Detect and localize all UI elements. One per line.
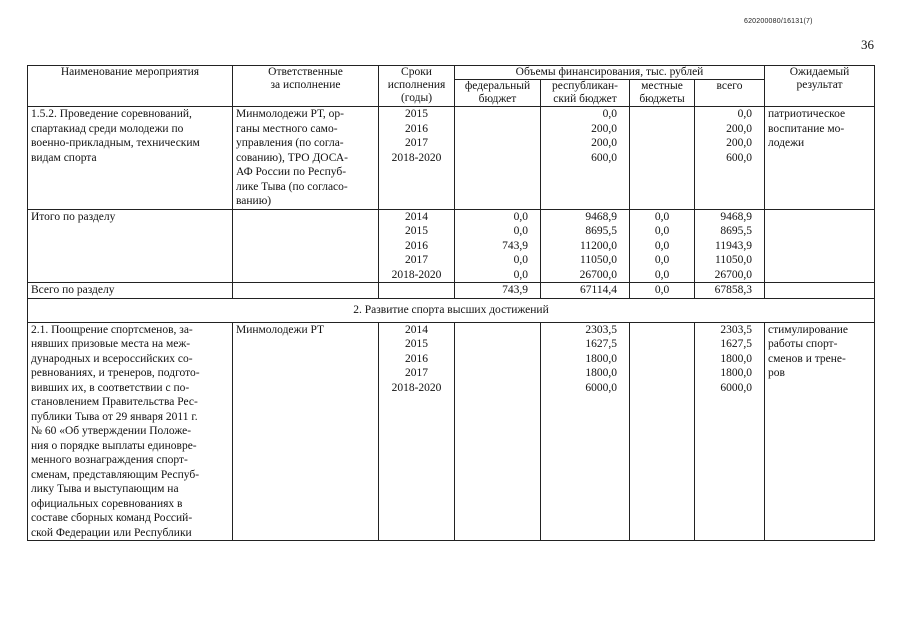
table-row-subtotal [28,209,875,283]
row-result: стимулирование работы спорт- сменов и трене- ров [765,322,875,541]
header-funding-group: Объемы финансирования, тыс. рублей [455,66,765,80]
row-local [630,322,695,541]
header-row-1 [28,66,875,80]
header-result: Ожидаемый результат [765,66,875,107]
grand-total-result [765,283,875,299]
section-2-title: 2. Развитие спорта высших достижений [28,298,875,322]
document-id: 620200080/16131(7) [744,18,813,25]
row-result: патриотическое воспитание мо- лодежи [765,107,875,210]
grand-total-local: 0,0 [630,283,695,299]
subtotal-total: 9468,9 8695,5 11943,9 11050,0 26700,0 [695,209,765,283]
header-local: местные бюджеты [630,80,695,107]
financing-table [27,65,875,541]
grand-total-republic: 67114,4 [541,283,630,299]
row-name: 1.5.2. Проведение соревнований, спартакиад среди молодежи по военно-прикладным, техническим видам спорта [28,107,233,210]
subtotal-responsible [233,209,379,283]
subtotal-local: 0,0 0,0 0,0 0,0 0,0 [630,209,695,283]
grand-total-total: 67858,3 [695,283,765,299]
table-row-grand-total [28,283,875,299]
row-local [630,107,695,210]
grand-total-federal: 743,9 [455,283,541,299]
header-responsible: Ответственные за исполнение [233,66,379,107]
row-republic: 2303,5 1627,5 1800,0 1800,0 6000,0 [541,322,630,541]
table-row-1-5-2 [28,107,875,210]
row-years: 2014 2015 2016 2017 2018-2020 [379,322,455,541]
row-republic: 0,0 200,0 200,0 600,0 [541,107,630,210]
grand-total-responsible [233,283,379,299]
row-federal [455,107,541,210]
row-total: 0,0 200,0 200,0 600,0 [695,107,765,210]
grand-total-years [379,283,455,299]
subtotal-result [765,209,875,283]
header-name: Наименование мероприятия [28,66,233,107]
header-terms: Сроки исполнения (годы) [379,66,455,107]
row-federal [455,322,541,541]
row-responsible: Минмолодежи РТ, ор- ганы местного само- управления (по согла- сованию), ТРО ДОСА- АФ России по Респуб- лике Тыва (по согласо- ванию) [233,107,379,210]
subtotal-name: Итого по разделу [28,209,233,283]
subtotal-federal: 0,0 0,0 743,9 0,0 0,0 [455,209,541,283]
table-row-2-1 [28,322,875,541]
page-number: 36 [861,37,874,52]
section-2-title-row [28,298,875,322]
row-responsible: Минмолодежи РТ [233,322,379,541]
row-years: 2015 2016 2017 2018-2020 [379,107,455,210]
header-republic: республикан- ский бюджет [541,80,630,107]
row-total: 2303,5 1627,5 1800,0 1800,0 6000,0 [695,322,765,541]
subtotal-republic: 9468,9 8695,5 11200,0 11050,0 26700,0 [541,209,630,283]
header-federal: федеральный бюджет [455,80,541,107]
row-name: 2.1. Поощрение спортсменов, за- нявших призовые места на меж- дународных и всероссийских со- ревнованиях, и тренеров, подгото- вивших их, в соответствии с по- становлением Правительства Рес- публики Тыва от 29 января 2011 г. № 60 «Об утверждении Положе- ния о порядке выплаты единовре- менного вознаграждения спорт- сменам, представляющим Респуб- лику Тыва и выступающим на официальных соревнованиях в составе сборных команд Россий- ской Федерации или Республики [28,322,233,541]
subtotal-years: 2014 2015 2016 2017 2018-2020 [379,209,455,283]
header-total: всего [695,80,765,107]
grand-total-name: Всего по разделу [28,283,233,299]
